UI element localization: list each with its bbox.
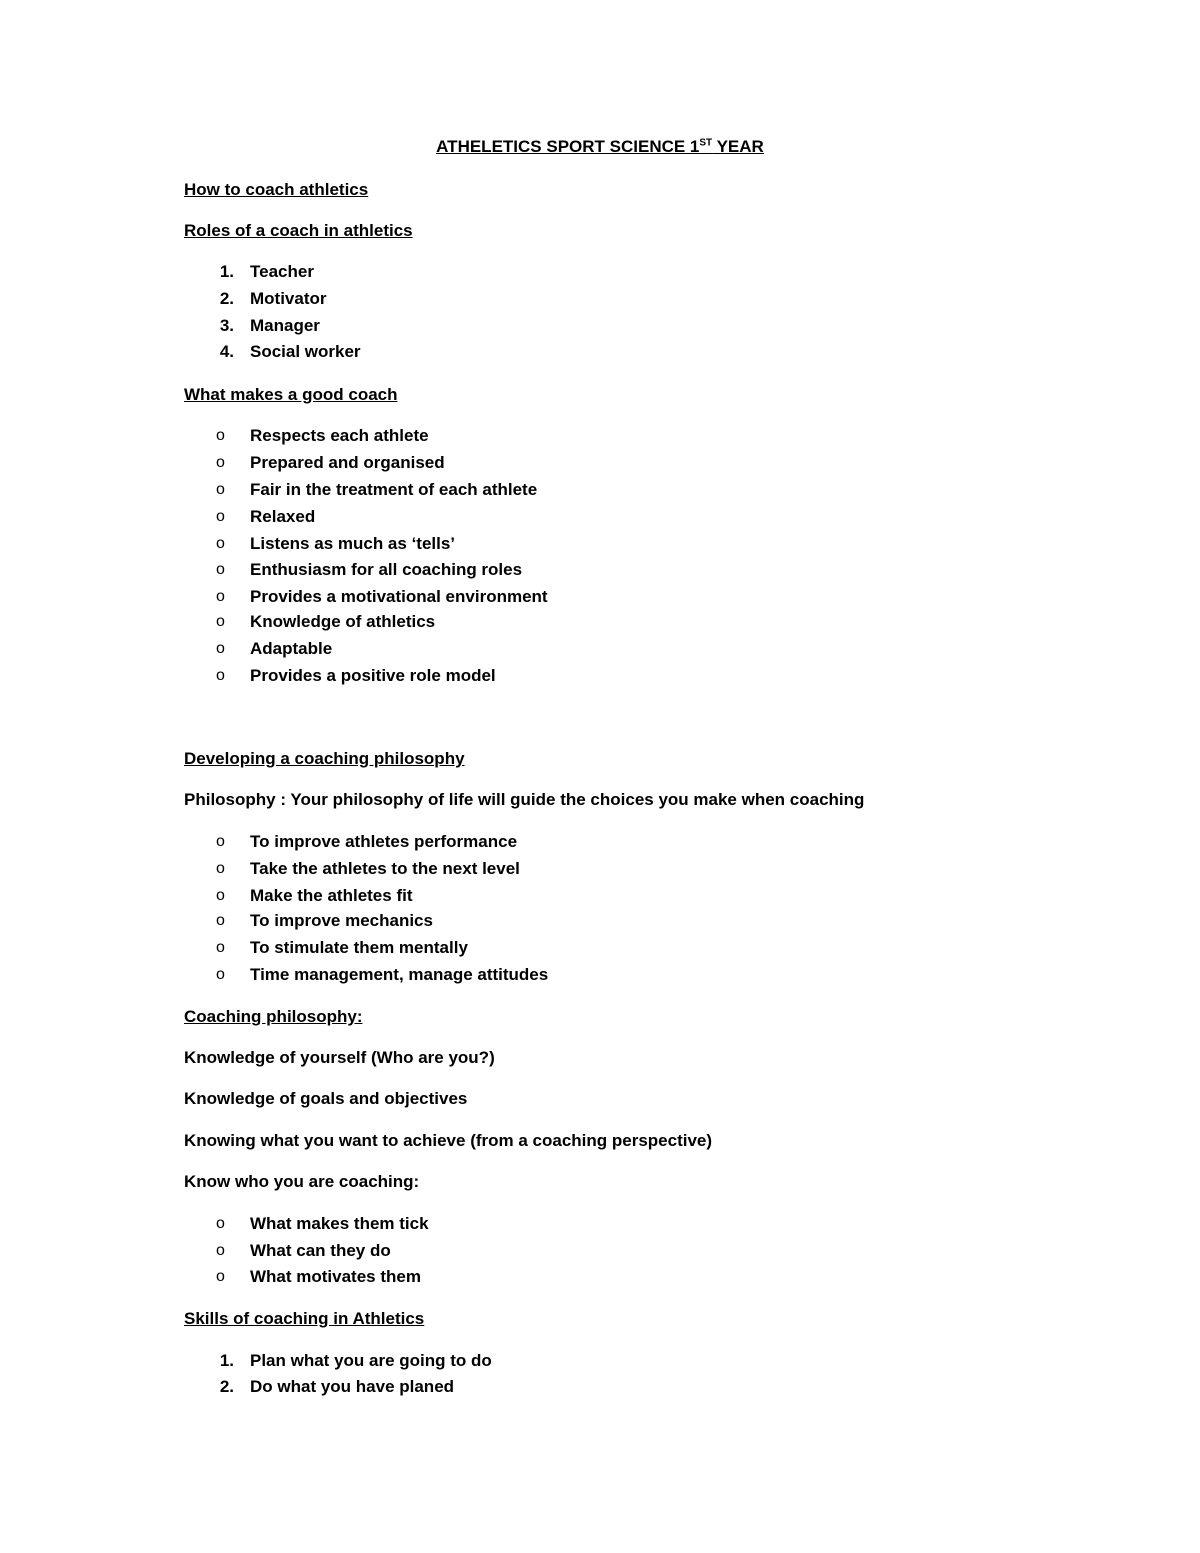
heading-good-coach: What makes a good coach (184, 385, 398, 404)
list-item: Relaxed (250, 507, 316, 526)
bullet-icon: o (216, 481, 225, 498)
list-number: 2. (219, 289, 234, 308)
bullet-icon: o (216, 640, 225, 657)
philosophy-paragraph (184, 789, 864, 811)
bullet-icon: o (216, 561, 225, 578)
knowledge-yourself: Knowledge of yourself (Who are you?) (184, 1048, 495, 1067)
title-text: ATHELETICS SPORT SCIENCE 1 (436, 137, 700, 156)
list-item: Time management, manage attitudes (250, 965, 549, 984)
heading-roles: Roles of a coach in athletics (184, 221, 413, 240)
heading-skills: Skills of coaching in Athletics (184, 1309, 425, 1328)
bullet-icon: o (216, 588, 225, 605)
list-item: Social worker (250, 342, 361, 361)
list-item: Motivator (250, 289, 327, 308)
bullet-icon: o (216, 912, 225, 929)
list-item: Enthusiasm for all coaching roles (250, 560, 523, 579)
list-item: Plan what you are going to do (250, 1351, 492, 1370)
knowing-achieve: Knowing what you want to achieve (from a coaching perspective) (184, 1131, 713, 1150)
heading-how-to-coach: How to coach athletics (184, 180, 369, 199)
list-number: 4. (219, 342, 234, 361)
list-item: Provides a positive role model (250, 666, 496, 685)
heading-developing-philosophy: Developing a coaching philosophy (184, 749, 465, 768)
list-number: 3. (219, 316, 234, 335)
list-item: Fair in the treatment of each athlete (250, 480, 538, 499)
list-item: To improve athletes performance (250, 832, 518, 851)
bullet-icon: o (216, 939, 225, 956)
list-number: 1. (219, 262, 234, 281)
list-item: To stimulate them mentally (250, 938, 468, 957)
title-superscript: ST (699, 137, 713, 149)
bullet-icon: o (216, 454, 225, 471)
list-item: Listens as much as ‘tells’ (250, 534, 456, 553)
bullet-icon: o (216, 613, 225, 630)
list-number: 2. (219, 1377, 234, 1396)
document-title (0, 136, 1200, 158)
bullet-icon: o (216, 667, 225, 684)
list-item: What makes them tick (250, 1214, 429, 1233)
list-item: Respects each athlete (250, 426, 429, 445)
list-item: Make the athletes fit (250, 886, 413, 905)
title-text-end: YEAR (712, 137, 764, 156)
bullet-icon: o (216, 427, 225, 444)
list-item: Manager (250, 316, 320, 335)
list-item: Teacher (250, 262, 314, 281)
list-item: What motivates them (250, 1267, 421, 1286)
bullet-icon: o (216, 833, 225, 850)
list-item: Provides a motivational environment (250, 587, 548, 606)
list-item: Knowledge of athletics (250, 612, 436, 631)
know-who-coaching: Know who you are coaching: (184, 1172, 420, 1191)
bullet-icon: o (216, 1242, 225, 1259)
bullet-icon: o (216, 1215, 225, 1232)
bullet-icon: o (216, 860, 225, 877)
philosophy-label: Philosophy : (184, 790, 286, 809)
knowledge-goals: Knowledge of goals and objectives (184, 1089, 468, 1108)
philosophy-text: Your philosophy of life will guide the choices you make when coaching (286, 790, 865, 809)
list-item: Do what you have planed (250, 1377, 455, 1396)
heading-coaching-philosophy: Coaching philosophy: (184, 1007, 363, 1026)
bullet-icon: o (216, 966, 225, 983)
list-number: 1. (219, 1351, 234, 1370)
bullet-icon: o (216, 1268, 225, 1285)
list-item: Adaptable (250, 639, 333, 658)
bullet-icon: o (216, 508, 225, 525)
bullet-icon: o (216, 535, 225, 552)
list-item: What can they do (250, 1241, 391, 1260)
bullet-icon: o (216, 887, 225, 904)
list-item: Prepared and organised (250, 453, 445, 472)
list-item: Take the athletes to the next level (250, 859, 520, 878)
list-item: To improve mechanics (250, 911, 433, 930)
